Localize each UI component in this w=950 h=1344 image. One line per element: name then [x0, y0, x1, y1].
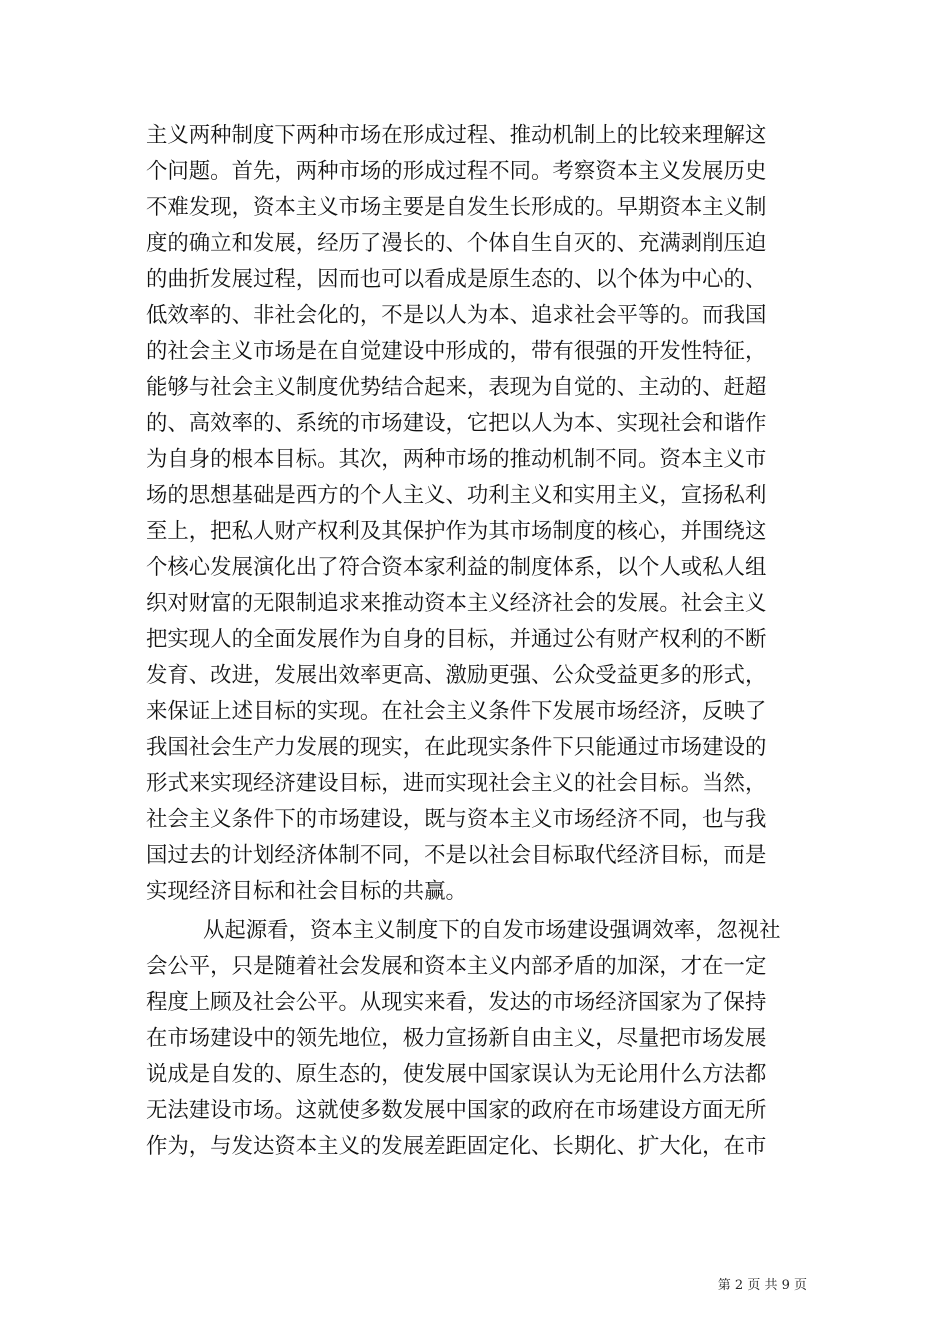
paragraph-1 [146, 118, 806, 910]
text-line: 织对财富的无限制追求来推动资本主义经济社会的发展。社会主义 [146, 591, 767, 616]
text-line: 作为，与发达资本主义的发展差距固定化、长期化、扩大化，在市 [146, 1134, 767, 1159]
text-line: 低效率的、非社会化的，不是以人为本、追求社会平等的。而我国 [146, 303, 767, 328]
page-number-footer: 第 2 页 共 9 页 [717, 1278, 807, 1293]
text-line: 会公平，只是随着社会发展和资本主义内部矛盾的加深，才在一定 [146, 954, 767, 979]
text-line: 国过去的计划经济体制不同，不是以社会目标取代经济目标，而是 [146, 843, 767, 868]
text-line: 形式来实现经济建设目标，进而实现社会主义的社会目标。当然， [146, 771, 767, 796]
text-line: 来保证上述目标的实现。在社会主义条件下发展市场经济，反映了 [146, 699, 767, 724]
text-line: 度的确立和发展，经历了漫长的、个体自生自灭的、充满剥削压迫 [146, 231, 767, 256]
text-line: 发育、改进，发展出效率更高、激励更强、公众受益更多的形式， [146, 663, 767, 688]
text-line: 把实现人的全面发展作为自身的目标，并通过公有财产权利的不断 [146, 627, 767, 652]
text-line: 的曲折发展过程，因而也可以看成是原生态的、以个体为中心的、 [146, 267, 767, 292]
text-line: 实现经济目标和社会目标的共赢。 [146, 879, 467, 904]
text-line: 在市场建设中的领先地位，极力宣扬新自由主义，尽量把市场发展 [146, 1026, 767, 1051]
text-line: 不难发现，资本主义市场主要是自发生长形成的。早期资本主义制 [146, 195, 767, 220]
body-text [146, 118, 806, 1165]
text-line: 的社会主义市场是在自觉建设中形成的，带有很强的开发性特征， [146, 339, 767, 364]
text-line: 个问题。首先，两种市场的形成过程不同。考察资本主义发展历史 [146, 159, 767, 184]
text-line: 个核心发展演化出了符合资本家利益的制度体系，以个人或私人组 [146, 555, 767, 580]
text-line: 主义两种制度下两种市场在形成过程、推动机制上的比较来理解这 [146, 123, 767, 148]
text-line: 社会主义条件下的市场建设，既与资本主义市场经济不同，也与我 [146, 807, 767, 832]
text-line-indented: 从起源看，资本主义制度下的自发市场建设强调效率，忽视社 [203, 918, 781, 943]
text-line: 程度上顾及社会公平。从现实来看，发达的市场经济国家为了保持 [146, 990, 767, 1015]
text-line: 为自身的根本目标。其次，两种市场的推动机制不同。资本主义市 [146, 447, 767, 472]
text-line: 能够与社会主义制度优势结合起来，表现为自觉的、主动的、赶超 [146, 375, 767, 400]
text-line: 说成是自发的、原生态的，使发展中国家误认为无论用什么方法都 [146, 1062, 767, 1087]
text-line: 至上，把私人财产权利及其保护作为其市场制度的核心，并围绕这 [146, 519, 767, 544]
text-line: 无法建设市场。这就使多数发展中国家的政府在市场建设方面无所 [146, 1098, 767, 1123]
text-line: 的、高效率的、系统的市场建设，它把以人为本、实现社会和谐作 [146, 411, 767, 436]
text-line: 场的思想基础是西方的个人主义、功利主义和实用主义，宣扬私利 [146, 483, 767, 508]
paragraph-2 [146, 913, 806, 1165]
text-line: 我国社会生产力发展的现实，在此现实条件下只能通过市场建设的 [146, 735, 767, 760]
